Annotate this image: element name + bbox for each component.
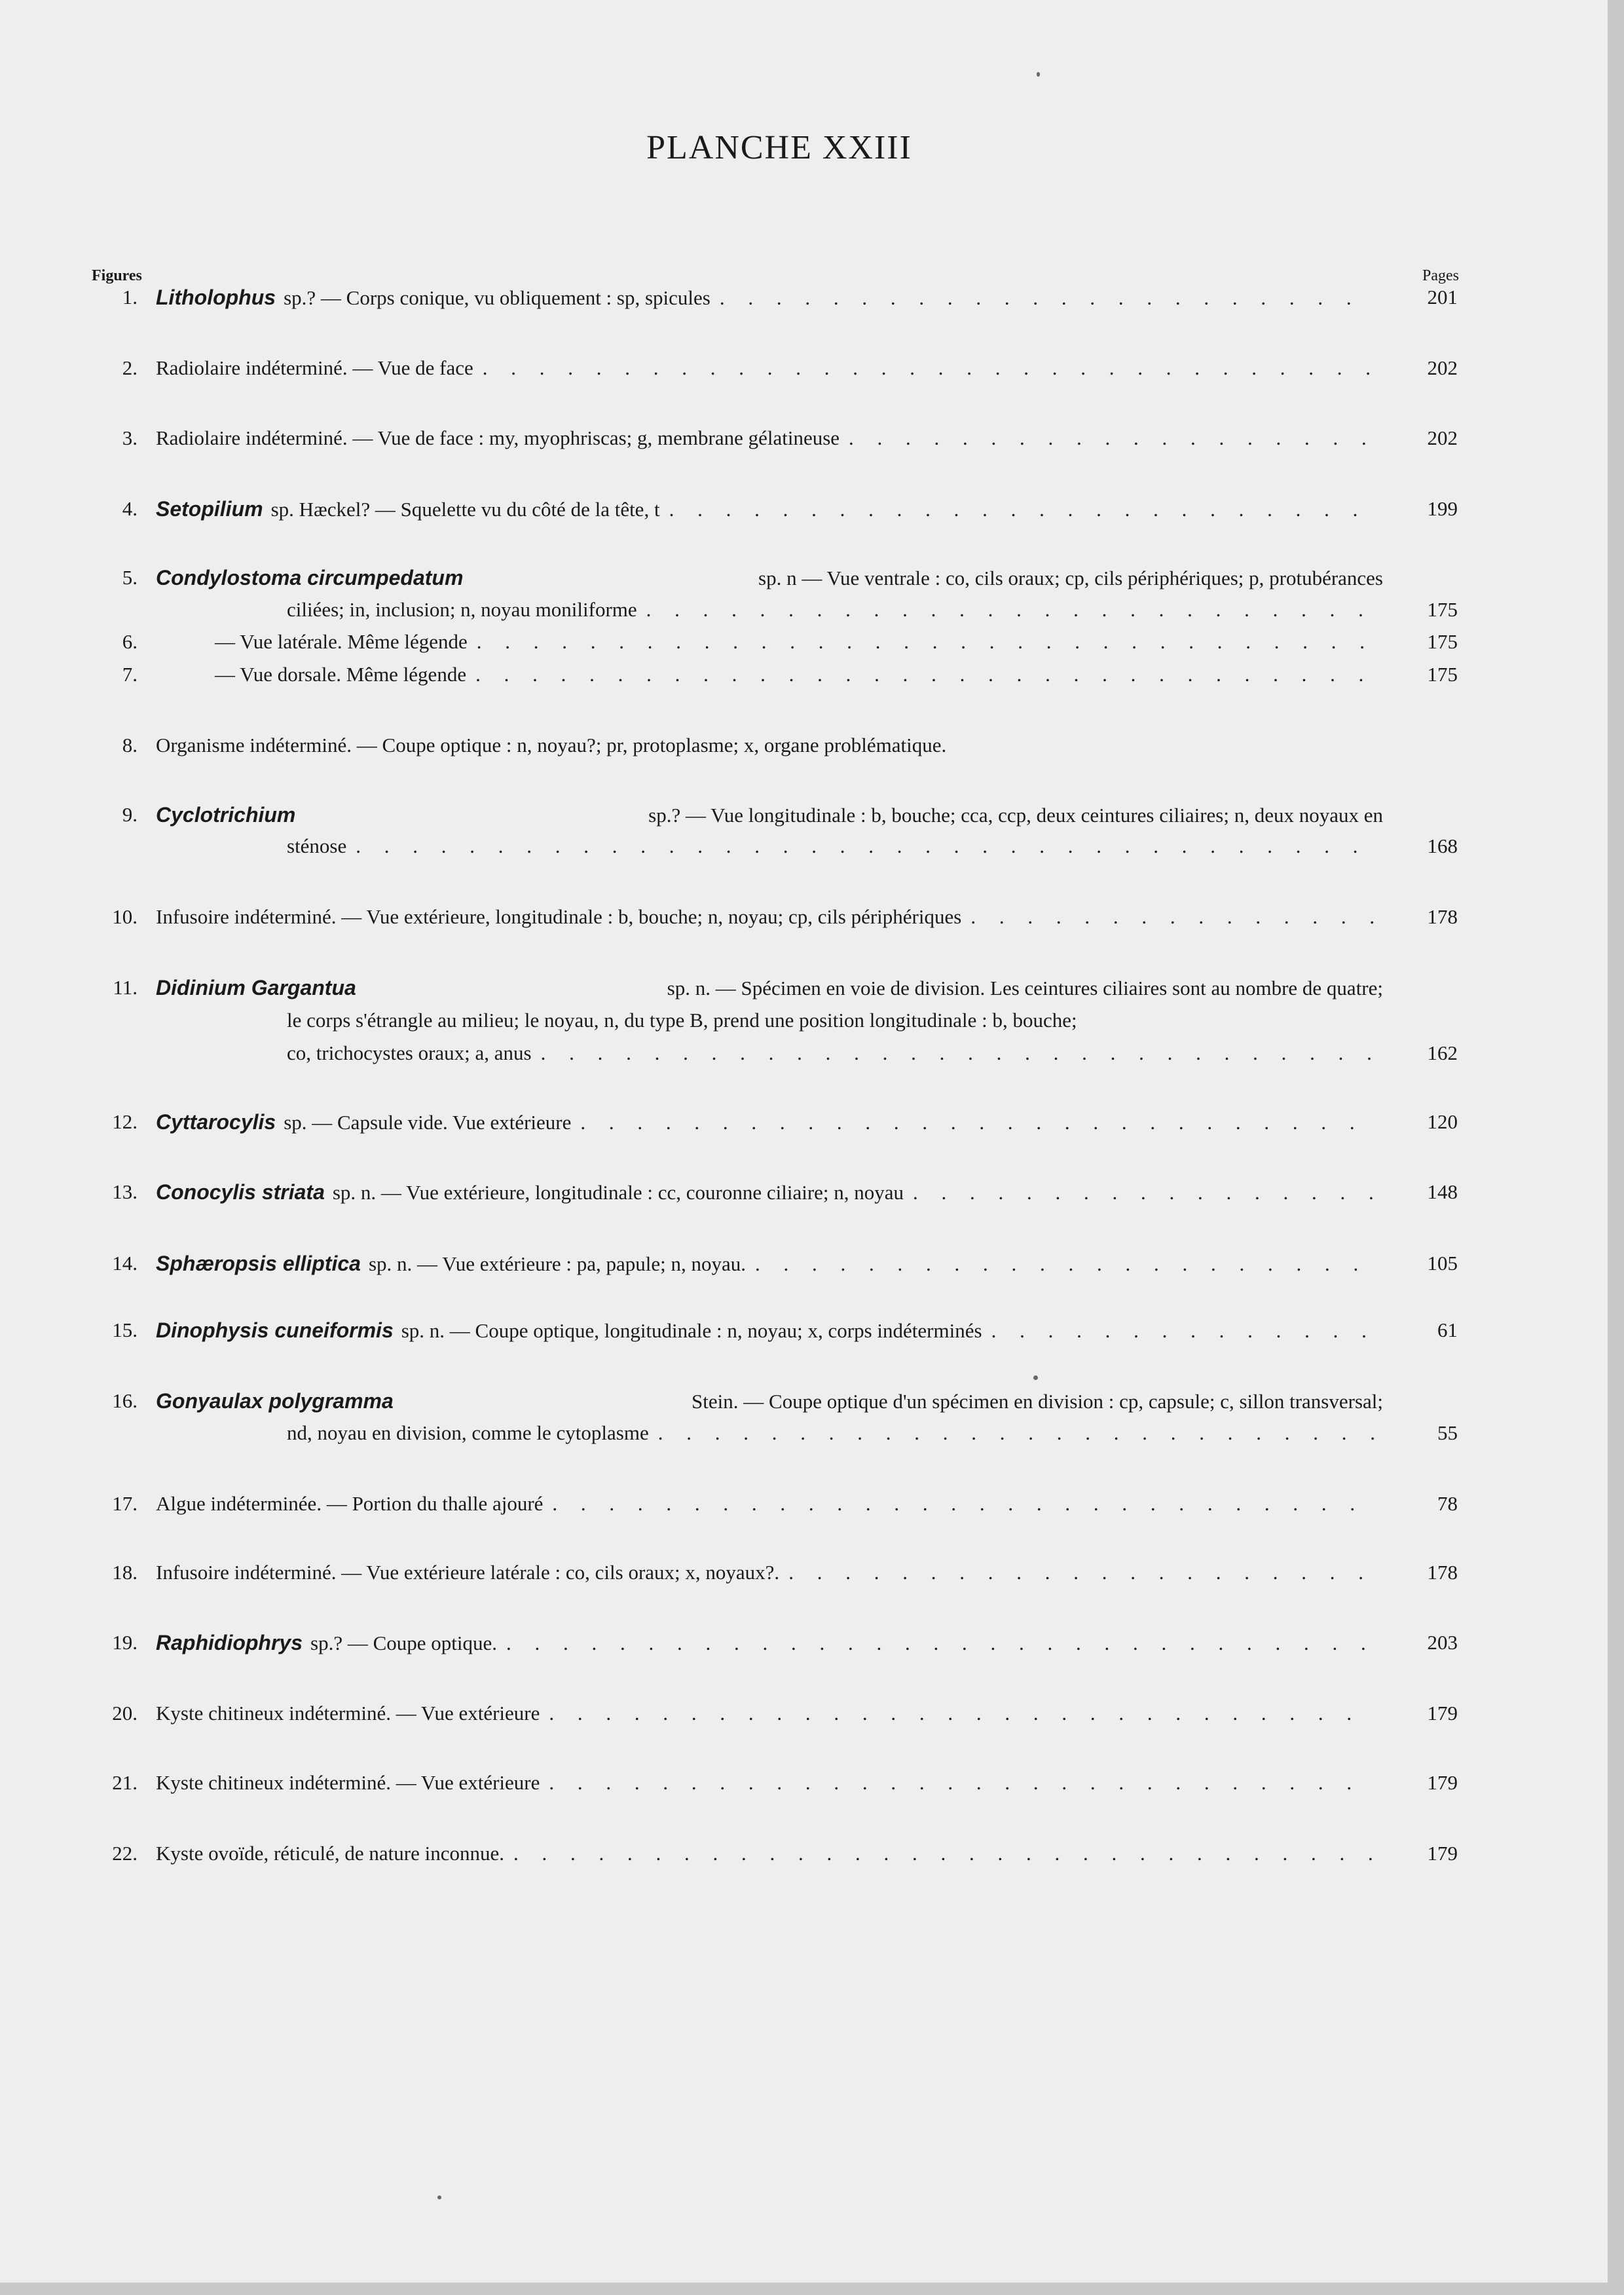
page-number: 162 (1427, 1041, 1458, 1064)
page-number: 175 (1427, 663, 1458, 686)
description-text: — Vue dorsale. Même légende (215, 663, 467, 686)
figure-description-line (156, 566, 1383, 599)
leader-dots (720, 286, 1374, 310)
figure-number: 4. (122, 497, 138, 520)
species-name: Sphæropsis elliptica (156, 1252, 361, 1275)
description-text: Stein. — Coupe optique d'un spécimen en division : cp, capsule; c, sillon transversal; (692, 1390, 1383, 1413)
figure-number: 15. (112, 1318, 138, 1341)
species-name: Setopilium (156, 497, 263, 521)
description-text: sp. n. — Spécimen en voie de division. Les ceintures ciliaires sont au nombre de quatre; (667, 977, 1383, 999)
figure-description-line (287, 1009, 1383, 1041)
page-number: 179 (1427, 1771, 1458, 1794)
page-number: 78 (1437, 1492, 1458, 1515)
figure-description-line (156, 976, 1383, 1009)
leader-dots (669, 498, 1374, 521)
leader-dots (755, 1252, 1374, 1276)
figure-number: 10. (112, 905, 138, 928)
figure-description-line (156, 1842, 1383, 1875)
description-text: sp. Hæckel? — Squelette vu du côté de la tête, t (270, 498, 660, 521)
leader-dots (513, 1842, 1374, 1865)
scan-speck (1033, 1375, 1038, 1380)
figure-number: 9. (122, 803, 138, 826)
description-text: sténose (287, 834, 347, 857)
description-text: Kyste chitineux indéterminé. — Vue extérieure (156, 1702, 540, 1725)
page-title: PLANCHE XXIII (646, 129, 912, 166)
figure-number: 7. (122, 663, 138, 686)
leader-dots (646, 598, 1374, 622)
page-number: 179 (1427, 1702, 1458, 1725)
figure-number: 21. (112, 1771, 138, 1794)
description-text: Infusoire indéterminé. — Vue extérieure, longitudinale : b, bouche; n, noyau; cp, cils périphériques (156, 905, 962, 928)
leader-dots (506, 1632, 1374, 1655)
page-number: 178 (1427, 905, 1458, 928)
figure-description-line (156, 1318, 1383, 1351)
leader-dots (475, 663, 1374, 686)
page-number: 105 (1427, 1252, 1458, 1275)
description-text: Algue indéterminée. — Portion du thalle ajouré (156, 1492, 544, 1515)
description-text: Radiolaire indéterminé. — Vue de face : my, myophriscas; g, membrane gélatineuse (156, 426, 840, 449)
page-number: 203 (1427, 1631, 1458, 1654)
figure-number: 11. (113, 976, 138, 999)
description-text: Infusoire indéterminé. — Vue extérieure latérale : co, cils oraux; x, noyaux?. (156, 1561, 780, 1584)
figure-number: 5. (122, 566, 138, 589)
description-text: co, trichocystes oraux; a, anus (287, 1041, 532, 1064)
figure-number: 14. (112, 1252, 138, 1275)
figure-description-line (287, 1421, 1383, 1454)
scan-edge-right (1608, 0, 1624, 2295)
description-text: — Vue latérale. Même légende (215, 630, 468, 653)
leader-dots (658, 1421, 1374, 1445)
scan-edge-bottom (0, 2283, 1624, 2295)
page-number: 178 (1427, 1561, 1458, 1584)
figure-description-line (156, 905, 1383, 938)
species-name: Conocylis striata (156, 1180, 325, 1204)
figure-description-line (156, 1389, 1383, 1422)
leader-dots (549, 1771, 1374, 1795)
figure-description-line (156, 286, 1383, 318)
species-name: Dinophysis cuneiformis (156, 1318, 394, 1342)
scan-speck (437, 2195, 441, 2199)
pages-header: Pages (1422, 267, 1459, 284)
leader-dots (788, 1561, 1374, 1584)
figure-number: 6. (122, 630, 138, 653)
figure-number: 17. (112, 1492, 138, 1515)
figure-description-line (287, 598, 1383, 631)
figure-number: 1. (122, 286, 138, 308)
page-number: 168 (1427, 834, 1458, 857)
figure-description-line (156, 734, 946, 766)
figure-description-line (156, 1702, 1383, 1734)
description-text: le corps s'étrangle au milieu; le noyau, n, du type B, prend une position longitudinale : b, bouche; (287, 1009, 1077, 1032)
description-text: nd, noyau en division, comme le cytoplasme (287, 1421, 649, 1444)
leader-dots (970, 905, 1374, 929)
species-name: Condylostoma circumpedatum (156, 566, 464, 589)
figure-description-line (156, 1631, 1383, 1664)
description-text: sp. n. — Vue extérieure, longitudinale : cc, couronne ciliaire; n, noyau (332, 1181, 904, 1204)
page-number: 201 (1427, 286, 1458, 308)
figure-number: 13. (112, 1180, 138, 1203)
figure-number: 18. (112, 1561, 138, 1584)
description-text: Kyste chitineux indéterminé. — Vue extérieure (156, 1771, 540, 1794)
figure-description-line (156, 497, 1383, 530)
figure-number: 3. (122, 426, 138, 449)
description-text: Organisme indéterminé. — Coupe optique : n, noyau?; pr, protoplasme; x, organe problématique. (156, 734, 947, 756)
page-number: 61 (1437, 1318, 1458, 1341)
figure-number: 20. (112, 1702, 138, 1725)
figure-description-line (287, 834, 1383, 867)
description-text: sp.? — Coupe optique. (310, 1632, 498, 1654)
page-number: 202 (1427, 356, 1458, 379)
leader-dots (477, 630, 1374, 654)
leader-dots (913, 1181, 1374, 1204)
figure-description-line (156, 426, 1383, 459)
figure-description-line (156, 1561, 1383, 1594)
leader-dots (549, 1702, 1374, 1725)
figure-description-line (156, 1180, 1383, 1213)
figure-description-line (156, 1110, 1383, 1143)
species-name: Gonyaulax polygramma (156, 1389, 394, 1413)
figure-description-line (215, 663, 1383, 696)
leader-dots (849, 426, 1374, 450)
leader-dots (552, 1492, 1374, 1516)
page-number: 120 (1427, 1110, 1458, 1133)
leader-dots (356, 834, 1374, 858)
species-name: Raphidiophrys (156, 1631, 303, 1654)
page-number: 202 (1427, 426, 1458, 449)
figure-description-line (156, 1492, 1383, 1525)
description-text: sp. — Capsule vide. Vue extérieure (284, 1111, 572, 1134)
description-text: sp.? — Vue longitudinale : b, bouche; cca, ccp, deux ceintures ciliaires; n, deux noyaux en (648, 804, 1383, 827)
page-number: 55 (1437, 1421, 1458, 1444)
leader-dots (483, 356, 1374, 380)
description-text: Kyste ovoïde, réticulé, de nature inconnue. (156, 1842, 504, 1865)
figure-description-line (156, 803, 1383, 836)
species-name: Litholophus (156, 286, 276, 309)
description-text: Radiolaire indéterminé. — Vue de face (156, 356, 473, 379)
figure-number: 2. (122, 356, 138, 379)
species-name: Cyttarocylis (156, 1110, 276, 1134)
figure-description-line (156, 1252, 1383, 1284)
page-number: 175 (1427, 598, 1458, 621)
figures-header: Figures (92, 267, 142, 284)
figure-number: 22. (112, 1842, 138, 1865)
leader-dots (580, 1111, 1374, 1134)
page-number: 148 (1427, 1180, 1458, 1203)
figure-number: 12. (112, 1110, 138, 1133)
leader-dots (991, 1319, 1374, 1343)
description-text: ciliées; in, inclusion; n, noyau moniliforme (287, 598, 637, 621)
figure-description-line (287, 1041, 1383, 1074)
species-name: Didinium Gargantua (156, 976, 356, 999)
description-text: sp. n — Vue ventrale : co, cils oraux; cp, cils périphériques; p, protubérances (758, 567, 1383, 589)
figure-description-line (156, 356, 1383, 389)
species-name: Cyclotrichium (156, 803, 296, 827)
page-number: 199 (1427, 497, 1458, 520)
page-number: 179 (1427, 1842, 1458, 1865)
page-number: 175 (1427, 630, 1458, 653)
description-text: sp. n. — Vue extérieure : pa, papule; n, noyau. (368, 1252, 747, 1275)
leader-dots (541, 1041, 1374, 1065)
figure-number: 19. (112, 1631, 138, 1654)
figure-description-line (156, 1771, 1383, 1804)
description-text: sp. n. — Coupe optique, longitudinale : n, noyau; x, corps indéterminés (401, 1319, 982, 1342)
description-text: sp.? — Corps conique, vu obliquement : sp, spicules (284, 286, 710, 309)
figure-description-line (215, 630, 1383, 663)
scan-speck (1037, 72, 1040, 77)
figure-number: 16. (112, 1389, 138, 1412)
figure-number: 8. (122, 734, 138, 756)
